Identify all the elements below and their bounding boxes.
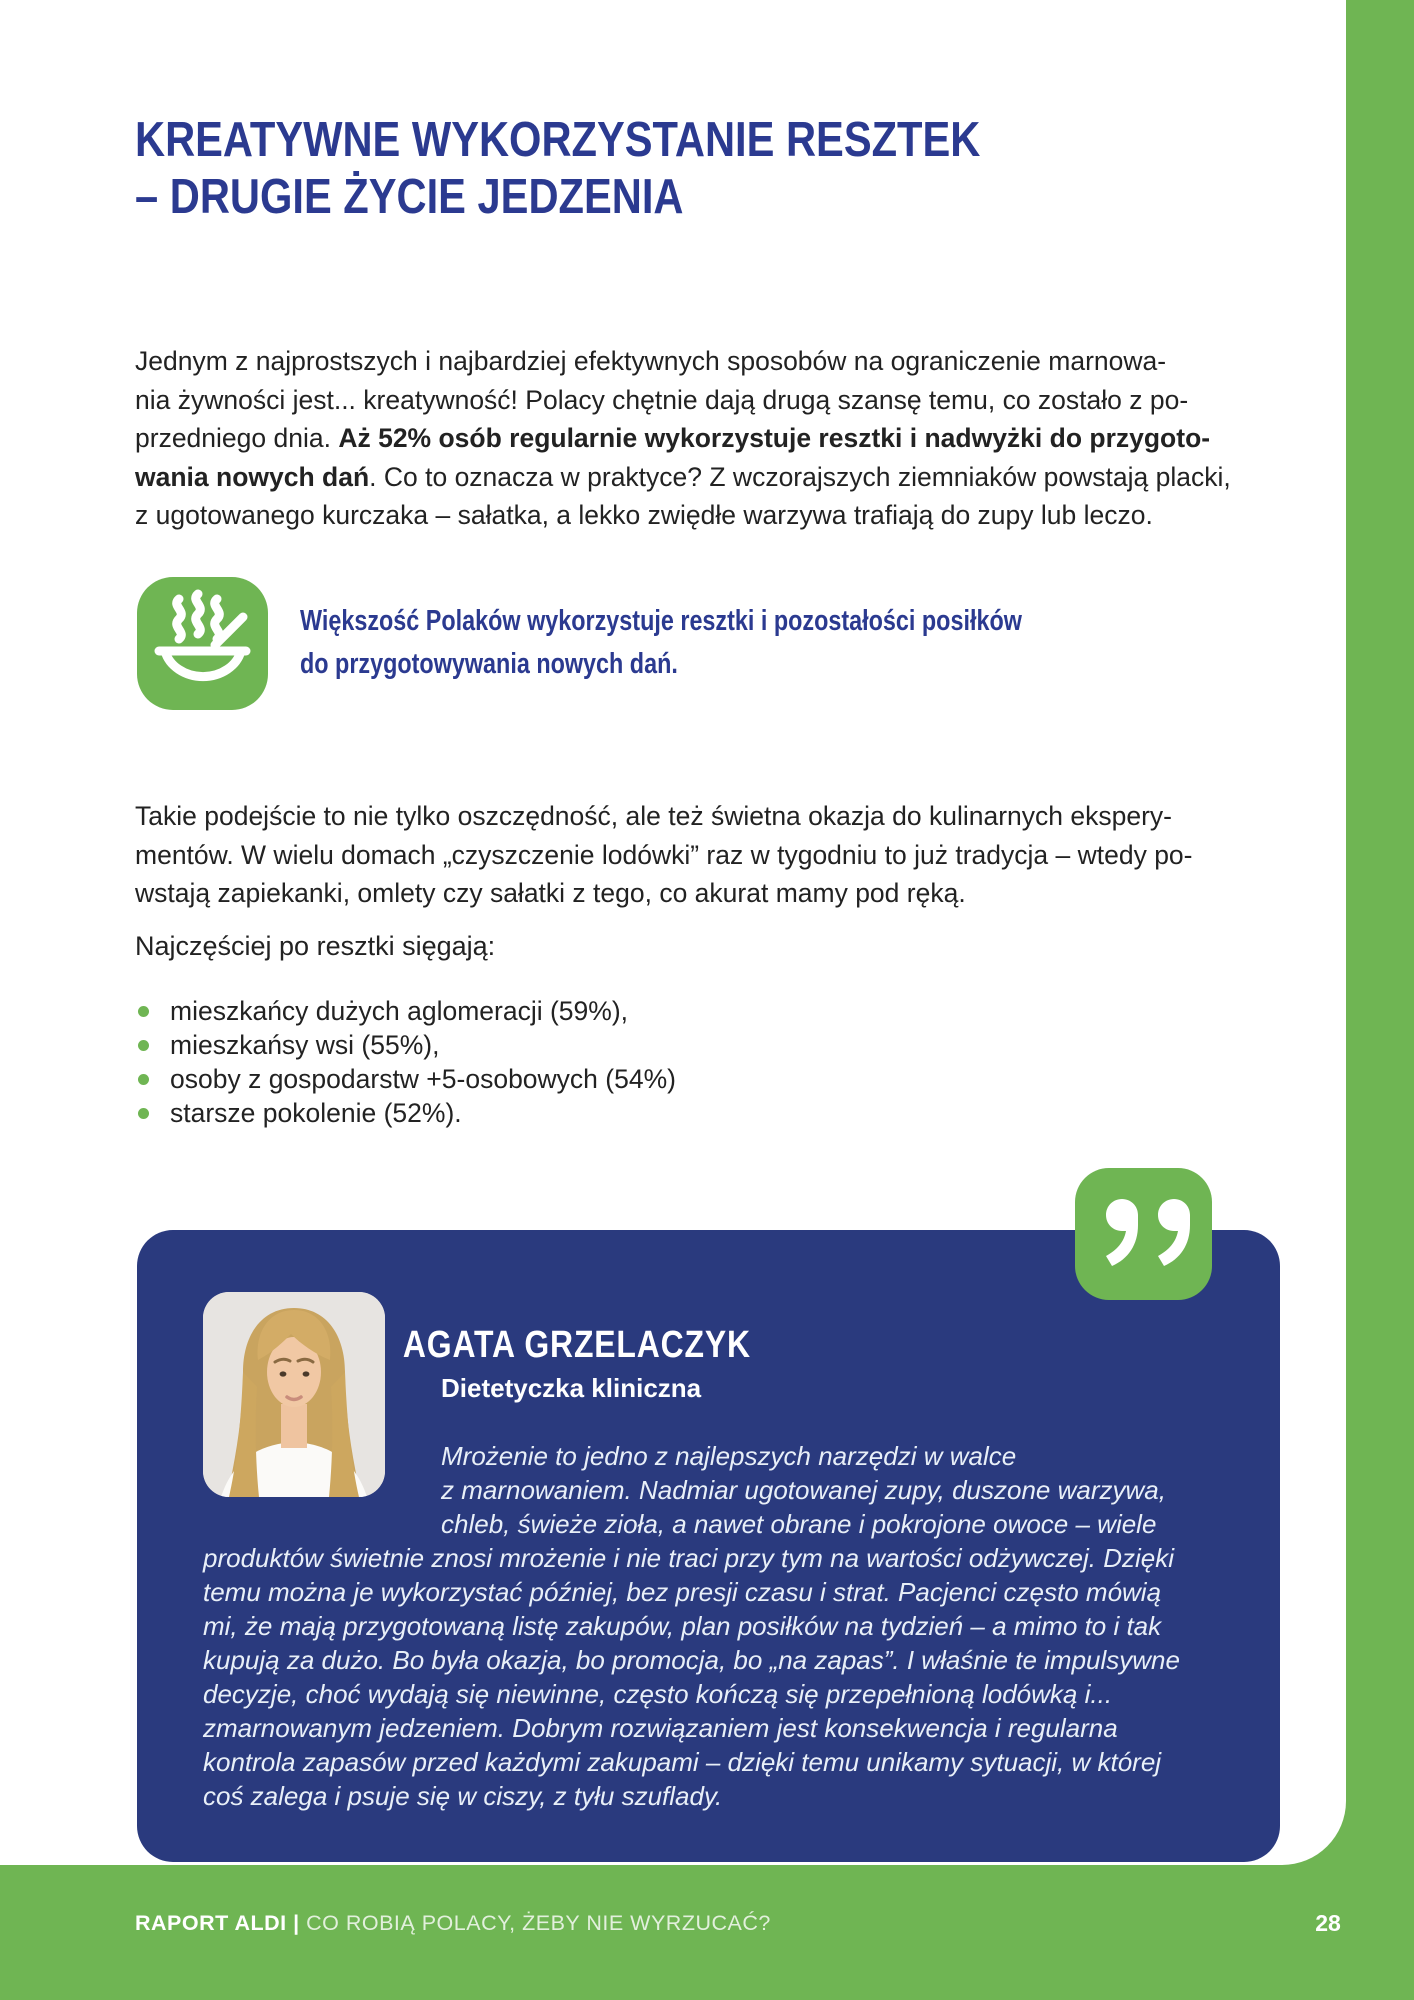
list-item-text: osoby z gospodarstw +5-osobowych (54%) — [170, 1063, 676, 1094]
expert-role: Dietetyczka kliniczna — [441, 1373, 702, 1403]
page-title-line2: – DRUGIE ŻYCIE JEDZENIA — [135, 170, 684, 224]
list-intro: Najczęściej po resztki sięgają: — [135, 931, 496, 961]
page-title — [135, 112, 980, 226]
text-line: Takie podejście to nie tylko oszczędność, ale też świetna okazja do kulinarnych ekspery- — [135, 801, 1172, 831]
list-item — [138, 994, 676, 1028]
text-line: z marnowaniem. Nadmiar ugotowanej zupy, duszone warzywa, — [441, 1475, 1166, 1505]
list-item — [138, 1062, 676, 1096]
soup-bowl-icon — [137, 577, 268, 710]
bullet-dot-icon — [138, 1074, 149, 1085]
text-line: Mrożenie to jedno z najlepszych narzędzi w walce — [441, 1441, 1017, 1471]
key-fact-callout — [300, 600, 1022, 686]
avatar — [203, 1292, 385, 1497]
callout-line1: Większość Polaków wykorzystuje resztki i pozostałości posiłków — [300, 605, 1022, 637]
expert-quote-card — [137, 1230, 1280, 1862]
text-line: wania nowych dań. Co to oznacza w praktyce? Z wczorajszych ziemniaków powstają placki, — [135, 461, 1231, 492]
text-line: wstają zapiekanki, omlety czy sałatki z tego, co akurat mamy pod ręką. — [135, 878, 966, 908]
list-item-text: starsze pokolenie (52%). — [170, 1097, 462, 1128]
green-sidebar-stripe — [1346, 0, 1414, 2000]
text-line: Jednym z najprostszych i najbardziej efektywnych sposobów na ograniczenie marnowa- — [135, 346, 1167, 376]
second-paragraph — [135, 797, 1193, 913]
text-line: nia żywności jest... kreatywność! Polacy chętnie dają drugą szansę temu, co zostało z po- — [135, 384, 1189, 415]
bullet-dot-icon — [138, 1006, 149, 1017]
text-line: produktów świetnie znosi mrożenie i nie traci przy tym na wartości odżywczej. Dzięki — [203, 1543, 1175, 1573]
list-item — [138, 1096, 676, 1130]
text-line: z ugotowanego kurczaka – sałatka, a lekko zwiędłe warzywa trafiają do zupy lub leczo. — [135, 500, 1153, 530]
text-line: temu można je wykorzystać później, bez presji czasu i strat. Pacjenci często mówią — [203, 1577, 1162, 1607]
bullet-dot-icon — [138, 1040, 149, 1051]
quote-marks-icon — [1075, 1168, 1212, 1300]
text-line: mi, że mają przygotowaną listę zakupów, plan posiłków na tydzień – a mimo to i tak — [203, 1611, 1162, 1641]
statistics-list — [138, 994, 676, 1130]
list-item-text: mieszkańsy wsi (55%), — [170, 1029, 440, 1060]
footer-report-title: CO ROBIĄ POLACY, ŻEBY NIE WYRZUCAĆ? — [306, 1911, 771, 1935]
text-line: kupują za dużo. Bo była okazja, bo promocja, bo „na zapas”. I właśnie te impulsywne — [203, 1645, 1180, 1675]
footer-caption — [135, 1911, 771, 1936]
intro-paragraph — [135, 342, 1231, 535]
bullet-dot-icon — [138, 1108, 149, 1119]
text-line: mentów. W wielu domach „czyszczenie lodówki” raz w tygodniu to już tradycja – wtedy po- — [135, 839, 1193, 870]
page-title-line1: KREATYWNE WYKORZYSTANIE RESZTEK — [135, 113, 981, 167]
page-number: 28 — [1315, 1910, 1341, 1936]
text-line: chleb, świeże zioła, a nawet obrane i pokrojone owoce – wiele — [441, 1509, 1157, 1539]
footer-brand: RAPORT ALDI — [135, 1911, 287, 1935]
list-item-text: mieszkańcy dużych aglomeracji (59%), — [170, 995, 629, 1026]
text-line: zmarnowanym jedzeniem. Dobrym rozwiązaniem jest konsekwencja i regularna — [203, 1713, 1118, 1743]
text-line: coś zalega i psuje się w ciszy, z tyłu szuflady. — [203, 1781, 723, 1811]
text-line: przedniego dnia. Aż 52% osób regularnie wykorzystuje resztki i nadwyżki do przygoto- — [135, 423, 1211, 453]
expert-name: AGATA GRZELACZYK — [402, 1324, 751, 1366]
list-item — [138, 1028, 676, 1062]
text-line: decyzje, choć wydają się niewinne, często kończą się przepełnioną lodówką i... — [203, 1679, 1113, 1709]
footer-separator: | — [293, 1911, 300, 1935]
text-line: kontrola zapasów przed każdymi zakupami – dzięki temu unikamy sytuacji, w której — [203, 1747, 1162, 1777]
callout-line2: do przygotowywania nowych dań. — [300, 648, 678, 680]
